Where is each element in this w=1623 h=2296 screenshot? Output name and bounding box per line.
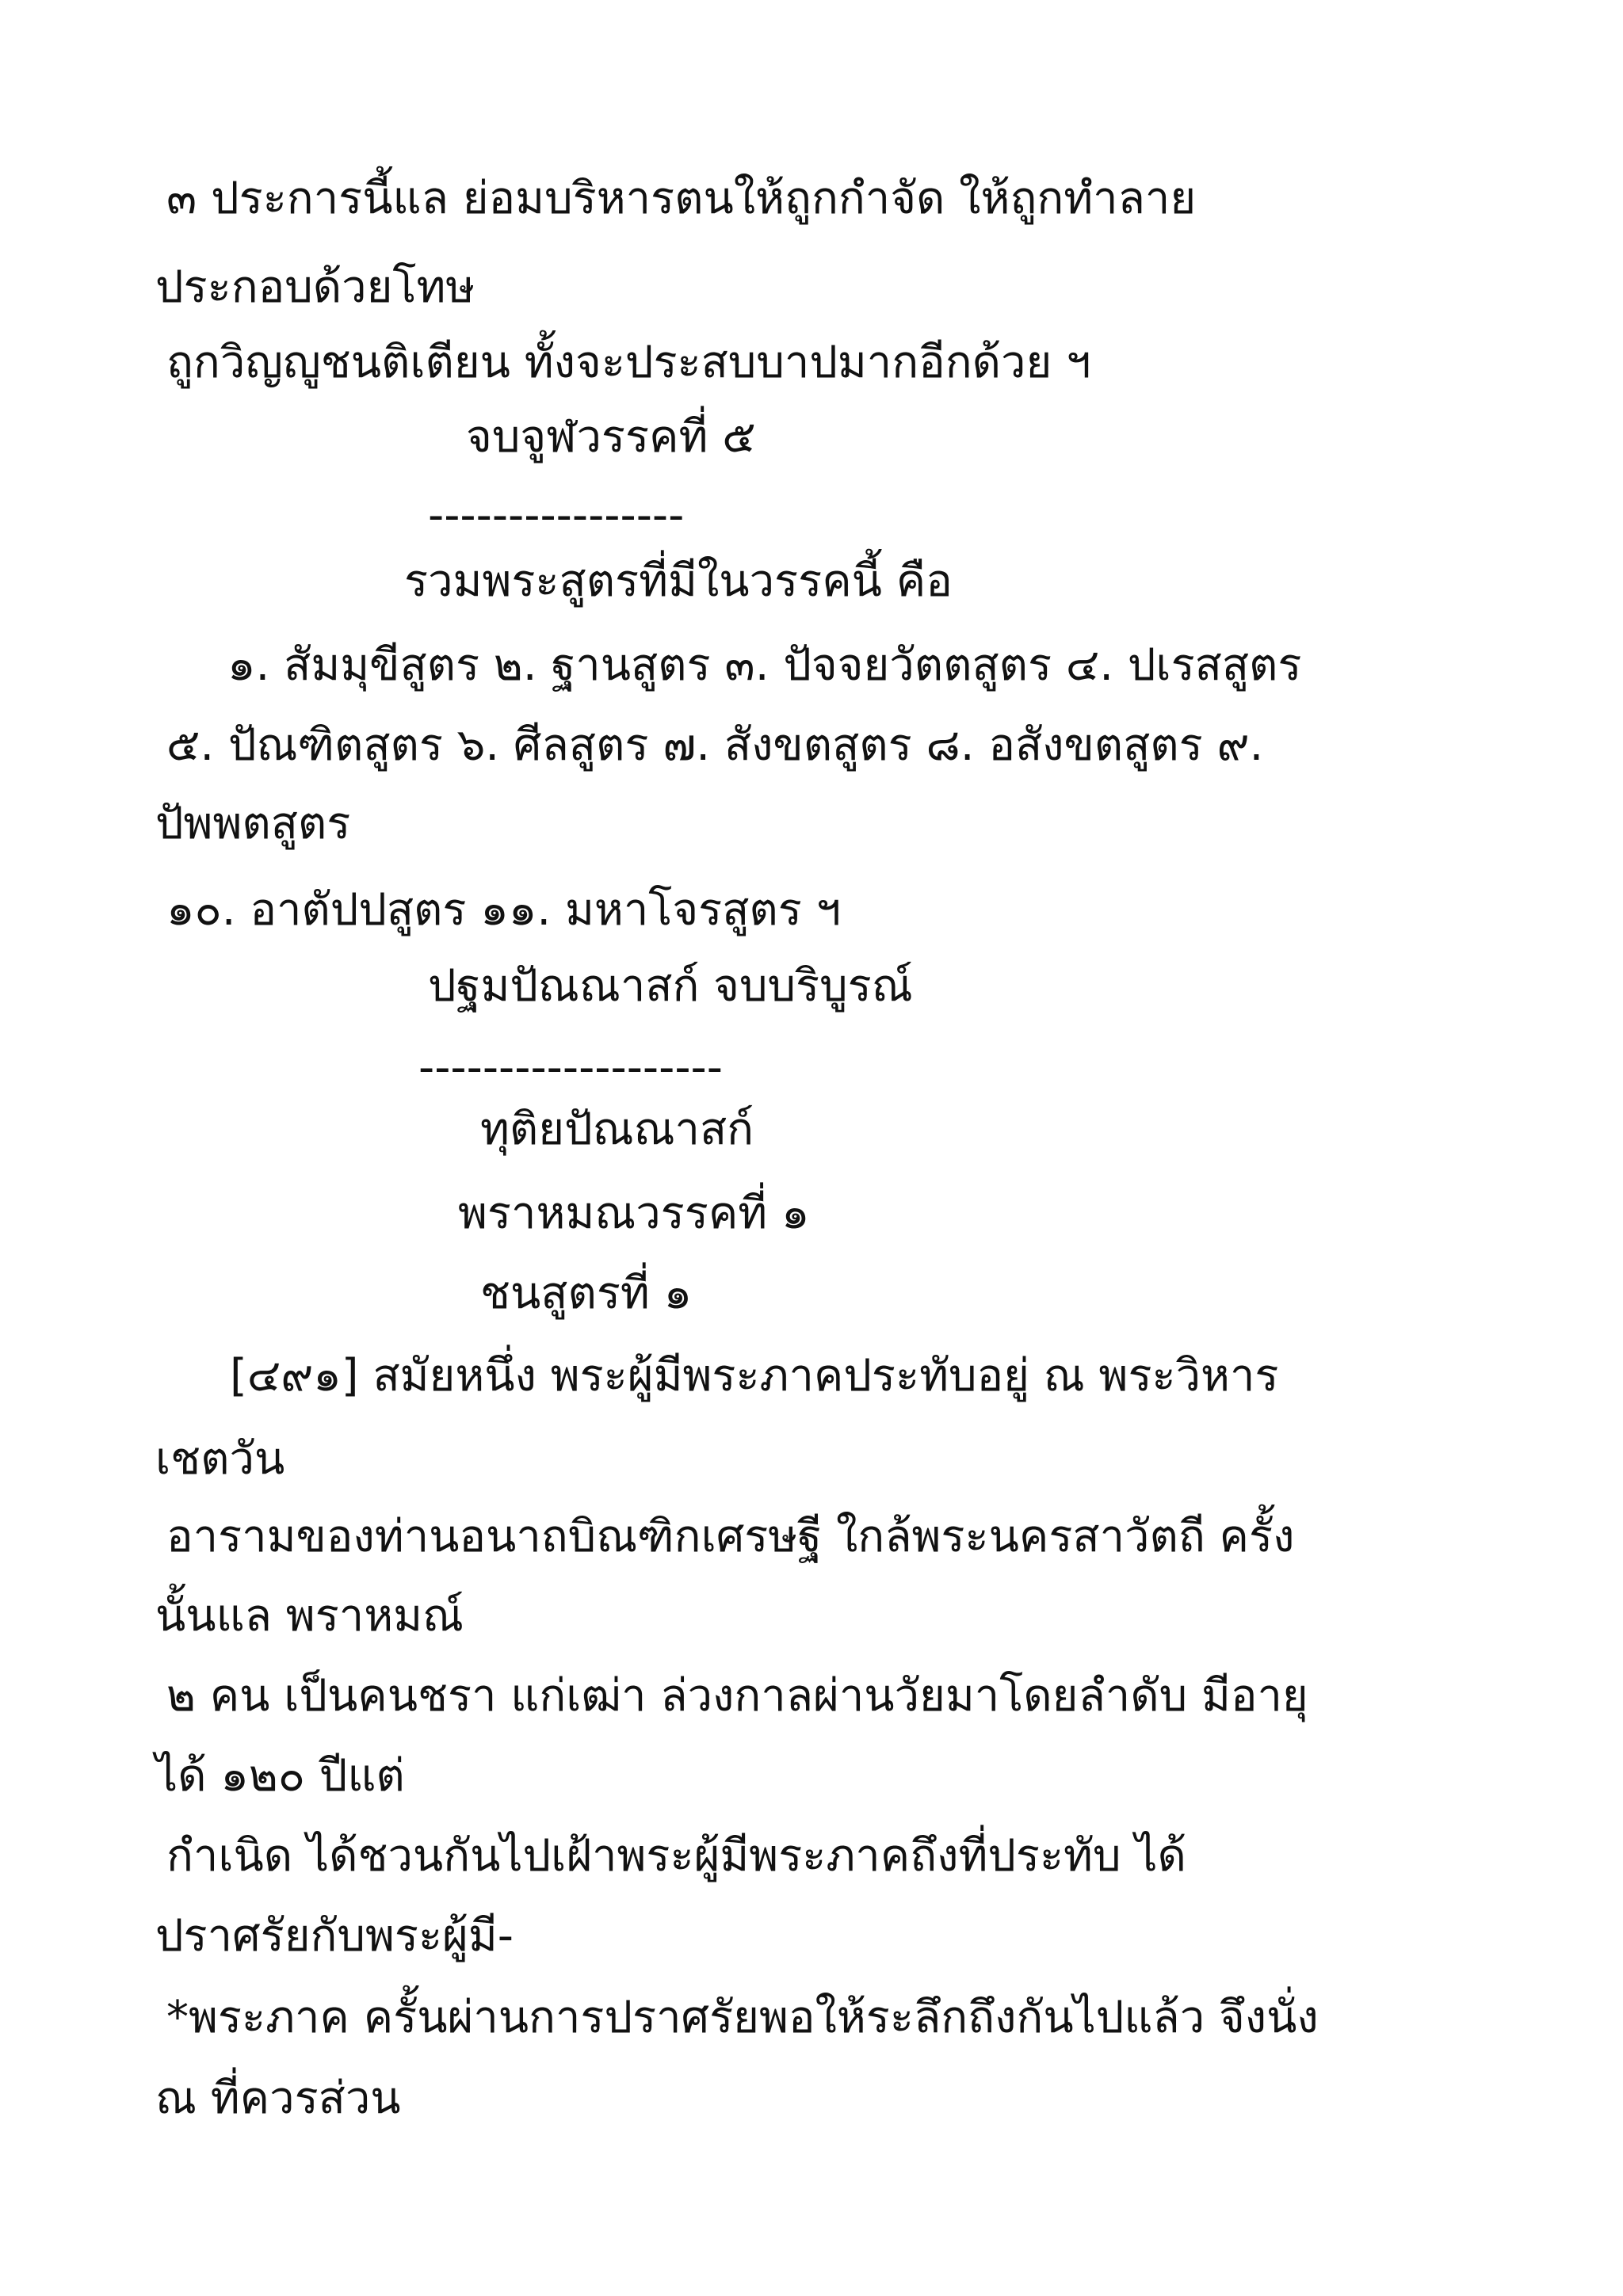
divider-line: ------------------- (418, 1042, 723, 1093)
text-line: กำเนิด ได้ชวนกันไปเฝ้าพระผู้มีพระภาคถึงที่ประทับ ได้ (166, 1830, 1186, 1882)
summary-heading: รวมพระสูตรที่มีในวรรคนี้ คือ (404, 555, 953, 607)
text-line: ๕. ปัณฑิตสูตร ๖. ศีลสูตร ๗. สังขตสูตร ๘. อสังขตสูตร ๙. (166, 719, 1264, 771)
book-end-heading: ปฐมปัณณาสก์ จบบริบูรณ์ (428, 960, 913, 1012)
text-line: ณ ที่ควรส่วน (155, 2073, 401, 2124)
text-line: ๓ ประการนี้แล ย่อมบริหารตนให้ถูกกำจัด ให้ถูกทำลาย (166, 173, 1197, 224)
text-line: ประกอบด้วยโทษ (155, 261, 475, 313)
text-line: ๑๐. อาตัปปสูตร ๑๑. มหาโจรสูตร ฯ (166, 884, 842, 936)
text-line: ได้ ๑๒๐ ปีแต่ (155, 1750, 405, 1802)
text-line: [๔๙๑] สมัยหนึ่ง พระผู้มีพระภาคประทับอยู่ ณ พระวิหาร (230, 1350, 1279, 1402)
text-line: นั้นแล พราหมณ์ (155, 1590, 464, 1642)
text-line: ถูกวิญญูชนติเตียน ทั้งจะประสบบาปมากอีกด้วย ฯ (166, 337, 1091, 388)
text-line: *พระภาค ครั้นผ่านการปราศรัยพอให้ระลึกถึงกันไปแล้ว จึงนั่ง (166, 1992, 1319, 2043)
text-line: ๑. สัมมุขีสูตร ๒. ฐานสูตร ๓. ปัจจยวัตตสูตร ๔. ปเรสสูตร (227, 639, 1302, 691)
text-line: อารามของท่านอนาถบิณฑิกเศรษฐี ใกล้พระนครสาวัตถี ครั้ง (166, 1511, 1295, 1562)
section-end-heading: จบจูฬวรรคที่ ๕ (466, 411, 756, 463)
text-line: ๒ คน เป็นคนชรา แก่เฒ่า ล่วงกาลผ่านวัยมาโดยลำดับ มีอายุ (166, 1670, 1308, 1722)
book-heading: ทุติยปัณณาสก์ (480, 1104, 754, 1155)
divider-line: ---------------- (428, 490, 685, 541)
chapter-heading: พราหมณวรรคที่ ๑ (458, 1188, 810, 1239)
text-line: ปราศรัยกับพระผู้มี- (155, 1910, 514, 1962)
text-line: ปัพพตสูตร (155, 798, 351, 849)
sutta-heading: ชนสูตรที่ ๑ (480, 1268, 693, 1319)
text-line: เชตวัน (155, 1433, 285, 1485)
